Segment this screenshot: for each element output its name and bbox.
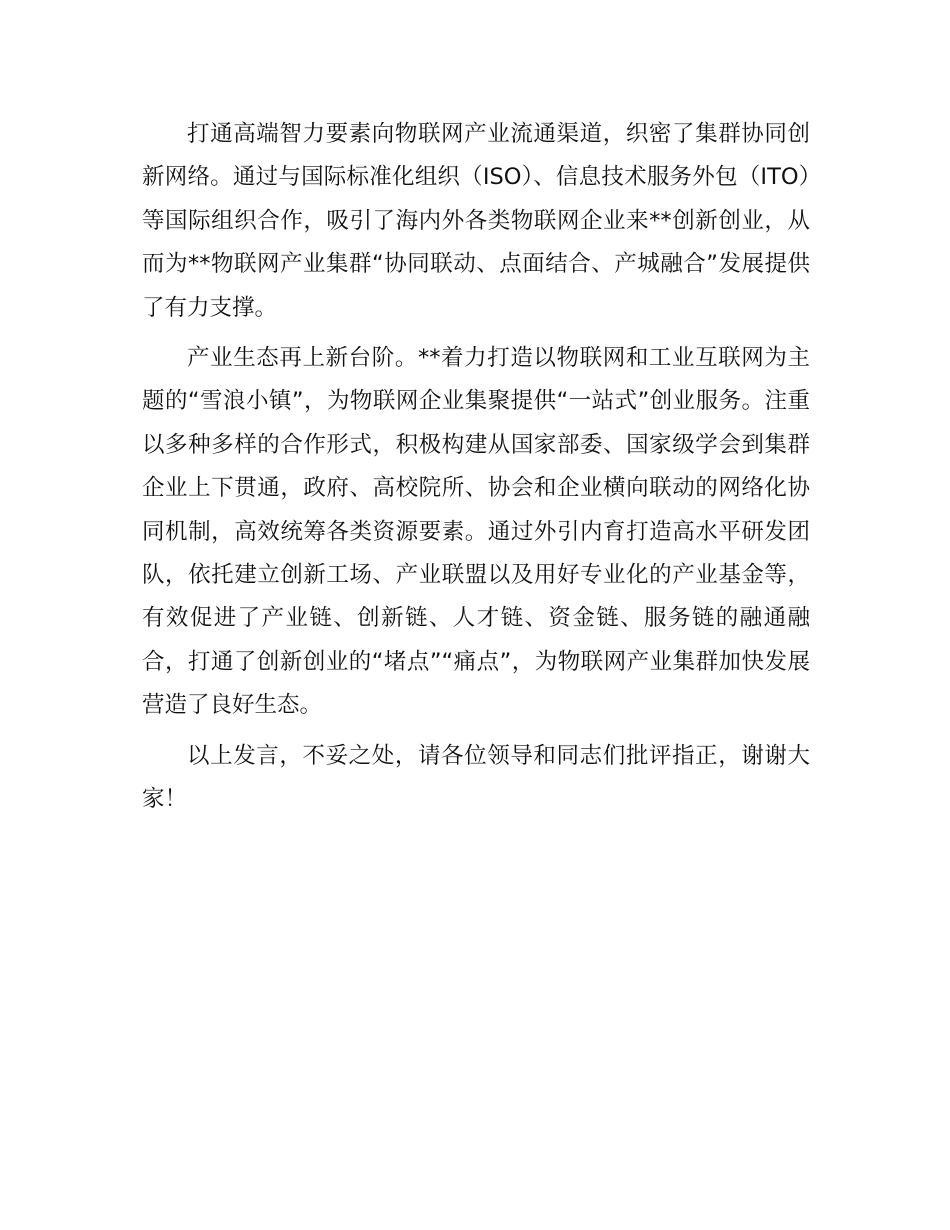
document-body	[142, 113, 810, 829]
paragraph-closing-remarks: 以上发言，不妥之处，请各位领导和同志们批评指正，谢谢大家！	[142, 742, 810, 813]
paragraph-collaborative-innovation: 打通高端智力要素向物联网产业流通渠道，织密了集群协同创新网络。通过与国际标准化组织（ISO）、信息技术服务外包（ITO）等国际组织合作，吸引了海内外各类物联网企业来**创新创业，从而为**物联网产业集群“协同联动、点面结合、产城融合”发展提供了有力支撑。	[142, 121, 810, 321]
paragraph-industry-ecosystem: 产业生态再上新台阶。**着力打造以物联网和工业互联网为主题的“雪浪小镇”，为物联网企业集聚提供“一站式”创业服务。注重以多种多样的合作形式，积极构建从国家部委、国家级学会到集群企业上下贯通，政府、高校院所、协会和企业横向联动的网络化协同机制，高效统筹各类资源要素。通过外引内育打造高水平研发团队，依托建立创新工场、产业联盟以及用好专业化的产业基金等，有效促进了产业链、创新链、人才链、资金链、服务链的融通融合，打通了创新创业的“堵点”“痛点”，为物联网产业集群加快发展营造了良好生态。	[142, 345, 810, 719]
